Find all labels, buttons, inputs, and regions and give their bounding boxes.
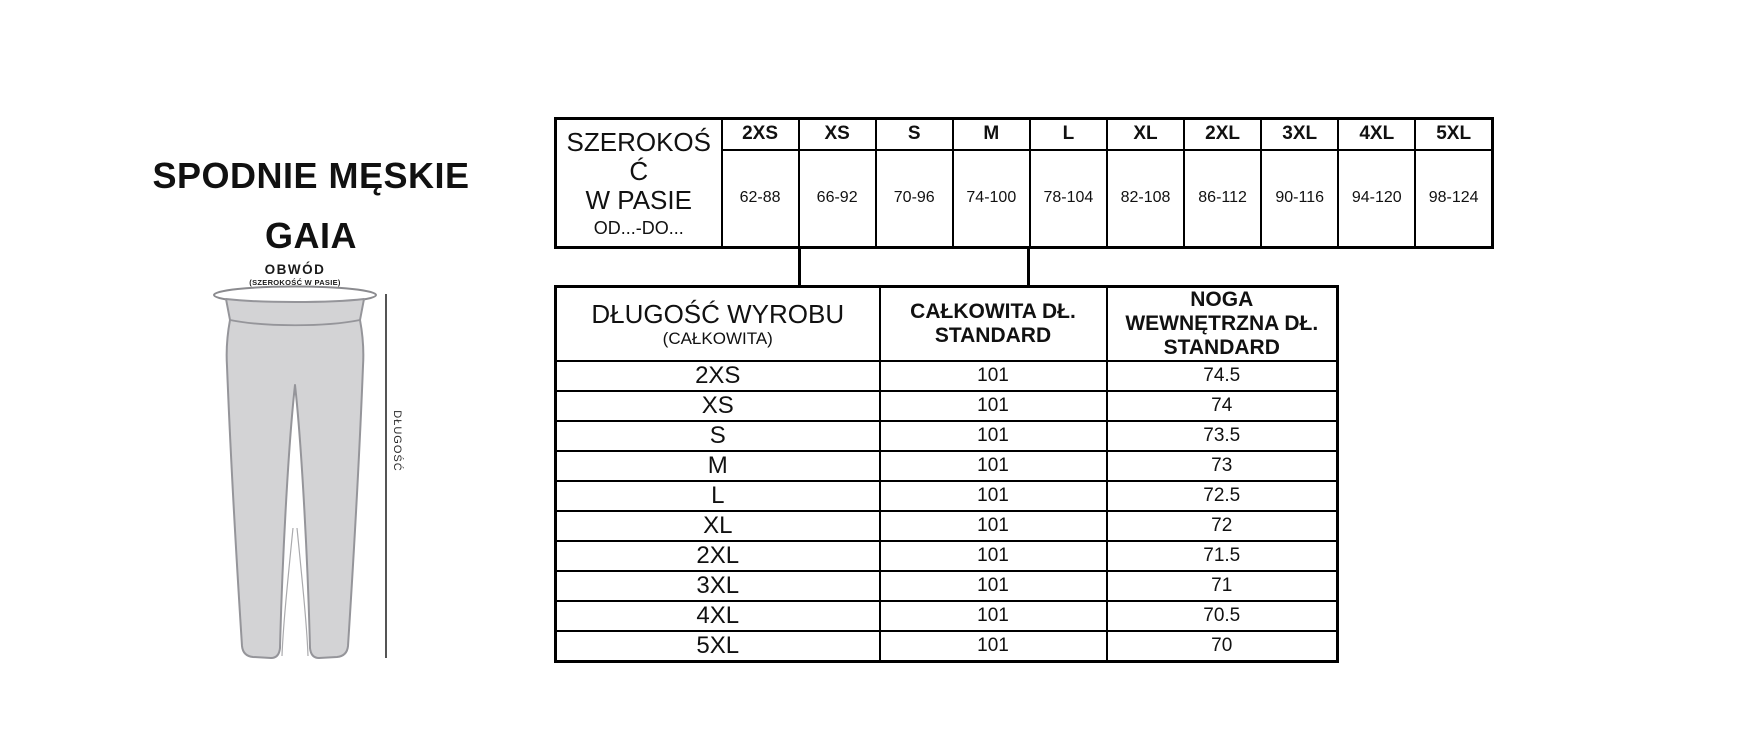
table-row (556, 421, 1338, 451)
table-row (556, 511, 1338, 541)
inner-leg-cell: 72 (1107, 511, 1338, 541)
inner-leg-cell: 70.5 (1107, 601, 1338, 631)
table-connector-line (798, 249, 801, 287)
size-column-header: M (953, 119, 1030, 150)
length-table-header-row (556, 287, 1338, 362)
waist-range-cell: 70-96 (876, 150, 953, 248)
total-length-header-cell: CAŁKOWITA DŁ. STANDARD (880, 287, 1107, 362)
table-row (556, 361, 1338, 391)
waist-size-table (554, 117, 1494, 249)
waist-measure-sublabel: (SZEROKOŚĆ W PASIE) (249, 278, 341, 287)
inner-leg-header-cell: NOGA WEWNĘTRZNA DŁ. STANDARD (1107, 287, 1338, 362)
size-cell: XS (556, 391, 880, 421)
table-row (556, 631, 1338, 661)
total-length-cell: 101 (880, 361, 1107, 391)
inner-leg-cell: 71.5 (1107, 541, 1338, 571)
total-length-cell: 101 (880, 391, 1107, 421)
size-column-header: XS (799, 119, 876, 150)
pants-diagram (190, 258, 420, 670)
table-row (556, 481, 1338, 511)
size-column-header: S (876, 119, 953, 150)
table-row (556, 601, 1338, 631)
table-row (556, 571, 1338, 601)
size-cell: S (556, 421, 880, 451)
table-row (556, 541, 1338, 571)
length-measure-label: DŁUGOŚĆ (391, 410, 403, 472)
waist-range-cell: 90-116 (1261, 150, 1338, 248)
size-cell: 2XL (556, 541, 880, 571)
waist-range-cell: 86-112 (1184, 150, 1261, 248)
size-column-header: 4XL (1338, 119, 1415, 150)
waist-range-cell: 66-92 (799, 150, 876, 248)
inner-leg-cell: 73.5 (1107, 421, 1338, 451)
inner-leg-cell: 71 (1107, 571, 1338, 601)
waist-header-subline: OD...-DO... (593, 217, 684, 238)
pants-silhouette (226, 299, 364, 658)
waist-header-line1: SZEROKOŚ (566, 126, 711, 157)
waist-range-cell: 98-124 (1415, 150, 1492, 248)
total-length-cell: 101 (880, 571, 1107, 601)
product-length-header: DŁUGOŚĆ WYROBU (591, 299, 845, 329)
product-length-header-cell (556, 287, 880, 362)
size-cell: M (556, 451, 880, 481)
page-title (95, 146, 527, 266)
size-cell: 4XL (556, 601, 880, 631)
size-column-header: XL (1107, 119, 1184, 150)
total-length-cell: 101 (880, 421, 1107, 451)
size-cell: XL (556, 511, 880, 541)
table-connector-line (1027, 249, 1030, 287)
waist-measure-label: OBWÓD (264, 262, 326, 277)
waist-range-cell: 74-100 (953, 150, 1030, 248)
size-cell: 5XL (556, 631, 880, 661)
total-length-cell: 101 (880, 451, 1107, 481)
table-row (556, 391, 1338, 421)
total-length-cell: 101 (880, 481, 1107, 511)
total-length-cell: 101 (880, 541, 1107, 571)
waist-range-cell: 78-104 (1030, 150, 1107, 248)
total-length-cell: 101 (880, 631, 1107, 661)
waist-header-line2: Ć (629, 155, 649, 186)
waist-range-cell: 94-120 (1338, 150, 1415, 248)
length-table (554, 285, 1339, 663)
size-cell: 3XL (556, 571, 880, 601)
table-row (556, 451, 1338, 481)
size-column-header: 3XL (1261, 119, 1338, 150)
inner-leg-cell: 74.5 (1107, 361, 1338, 391)
inner-leg-cell: 72.5 (1107, 481, 1338, 511)
waist-table-header-cell (556, 119, 722, 248)
page-title-line1: SPODNIE MĘSKIE (152, 155, 470, 196)
size-column-header: 2XS (722, 119, 799, 150)
size-column-header: 5XL (1415, 119, 1492, 150)
size-column-header: L (1030, 119, 1107, 150)
product-length-subheader: (CAŁKOWITA) (662, 329, 773, 348)
inner-leg-cell: 73 (1107, 451, 1338, 481)
size-cell: 2XS (556, 361, 880, 391)
total-length-cell: 101 (880, 601, 1107, 631)
size-column-header: 2XL (1184, 119, 1261, 150)
waist-range-cell: 62-88 (722, 150, 799, 248)
waist-range-cell: 82-108 (1107, 150, 1184, 248)
page-title-line2: GAIA (265, 215, 357, 256)
size-cell: L (556, 481, 880, 511)
inner-leg-cell: 74 (1107, 391, 1338, 421)
total-length-cell: 101 (880, 511, 1107, 541)
inner-leg-cell: 70 (1107, 631, 1338, 661)
waist-header-line3: W PASIE (585, 184, 692, 215)
